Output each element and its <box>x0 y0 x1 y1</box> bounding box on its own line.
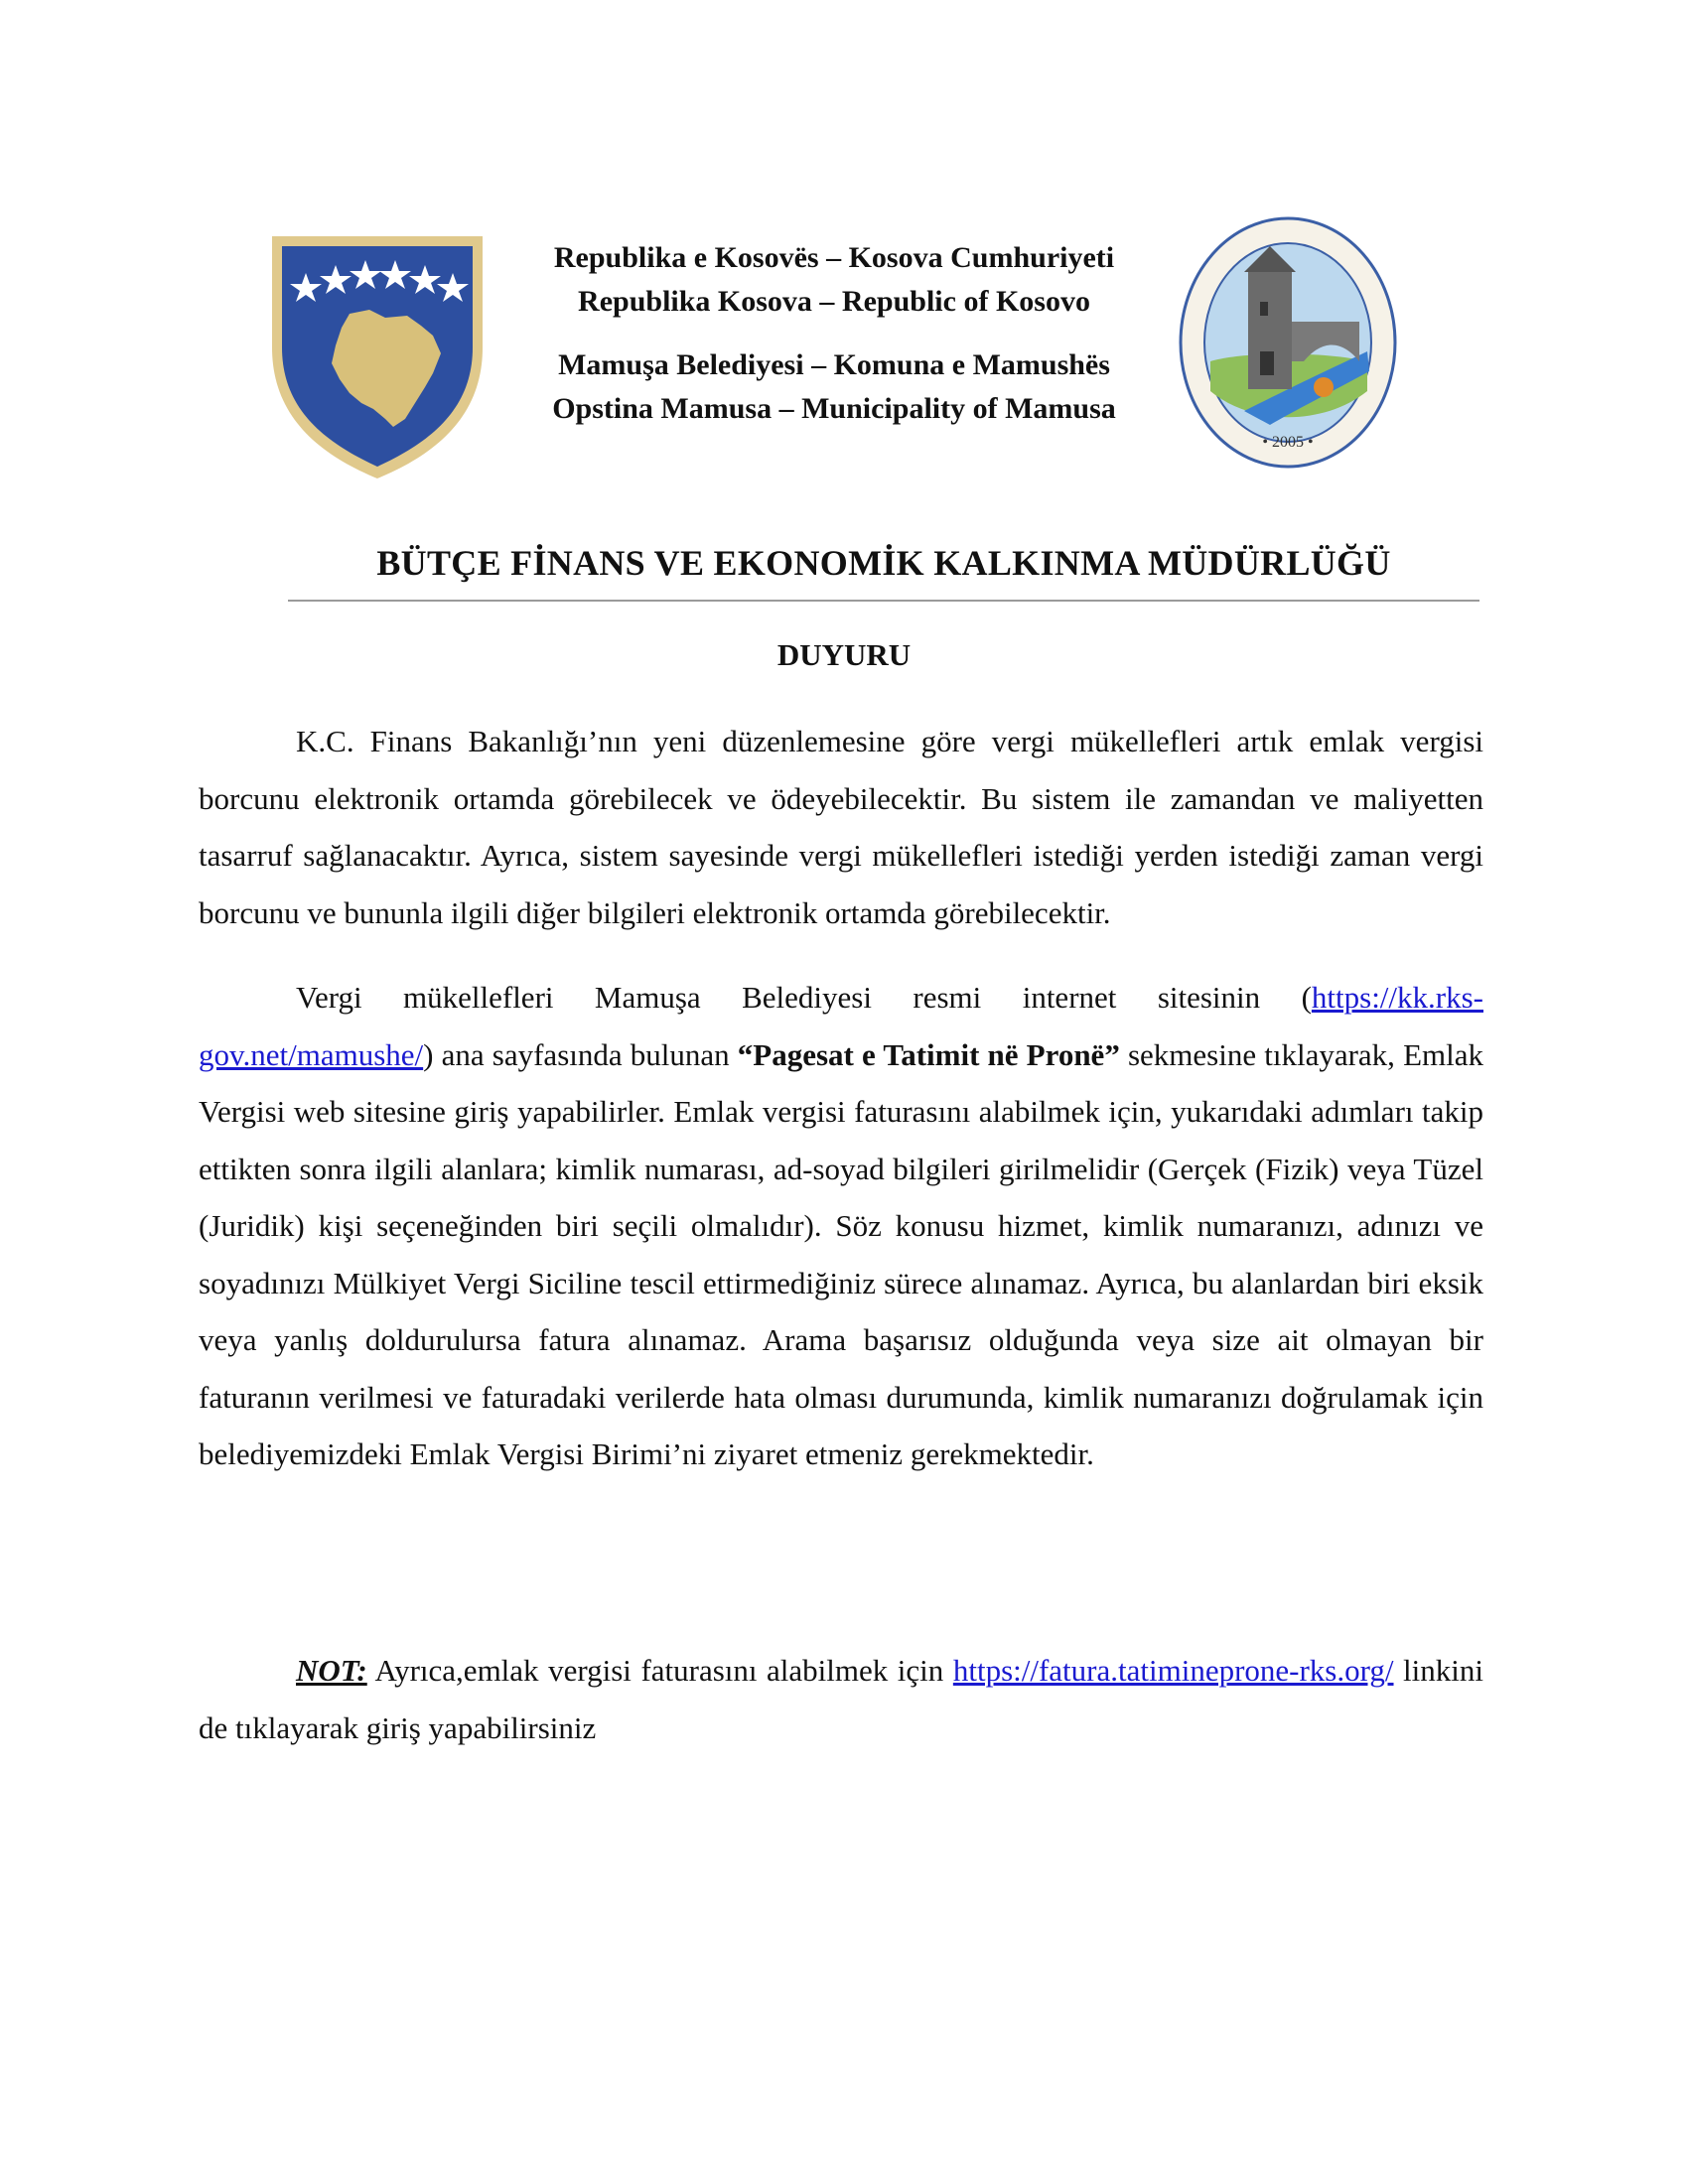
paragraph-2-part-2: ) ana sayfasında bulunan <box>423 1036 738 1072</box>
paragraph-1 <box>199 713 1483 941</box>
municipality-website-link[interactable]: https://kk.rks-gov.net/mamushe/ <box>199 980 1483 1072</box>
mamusha-municipal-seal-icon <box>1175 212 1401 473</box>
kosovo-coat-of-arms-icon <box>266 228 489 482</box>
note-text: Ayrıca,emlak vergisi faturasını alabilmek için <box>366 1653 953 1688</box>
header-text <box>496 236 1172 431</box>
paragraph-2-part-1: Vergi mükellefleri Mamuşa Belediyesi resmi internet sitesinin ( <box>296 980 1312 1015</box>
announcement-title: DUYURU <box>776 637 912 672</box>
header-line-3: Mamuşa Belediyesi – Komuna e Mamushës <box>558 348 1110 381</box>
note-paragraph <box>199 1642 1483 1756</box>
note-after: linkini de tıklayarak giriş yapabilirsiniz <box>199 1653 1484 1745</box>
department-title: BÜTÇE FİNANS VE EKONOMİK KALKINMA MÜDÜRLÜĞÜ <box>376 543 1391 583</box>
header-line-2: Republika Kosova – Republic of Kosovo <box>578 285 1090 318</box>
invoice-website-link[interactable]: https://fatura.tatimineprone-rks.org/ <box>952 1653 1394 1688</box>
header-line-4: Opstina Mamusa – Municipality of Mamusa <box>552 392 1116 425</box>
title-divider <box>288 600 1479 602</box>
header-line-1: Republika e Kosovës – Kosova Cumhuriyeti <box>553 241 1115 274</box>
note-label: NOT: <box>296 1653 367 1688</box>
paragraph-2 <box>199 969 1483 1483</box>
paragraph-1-text: K.C. Finans Bakanlığı’nın yeni düzenlemesine göre vergi mükellefleri artık emlak vergisi borcunu elektronik ortamda görebilecek ve ödeyebilecektir. Bu sistem ile zamandan ve maliyetten tasarruf sağlanacaktır. Ayrıca, sistem sayesinde vergi mükellefleri istediği yerden istediği zaman vergi borcunu ve bununla ilgili diğer bilgileri elektronik ortamda görebilecektir. <box>199 724 1483 930</box>
tax-tab-name: “Pagesat e Tatimit në Pronë” <box>737 1036 1120 1072</box>
paragraph-2-part-3: sekmesine tıklayarak, Emlak Vergisi web sitesine giriş yapabilirler. Emlak vergisi faturasını alabilmek için, yukarıdaki adımları takip ettikten sonra ilgili alanlara; kimlik numarası, ad-soyad bilgileri girilmelidir (Gerçek (Fizik) veya Tüzel (Juridik) kişi seçeneğinden biri seçili olmalıdır). Söz konusu hizmet, kimlik numaranızı, adınızı ve soyadınızı Mülkiyet Vergi Siciline tescil ettirmediğiniz sürece alınamaz. Ayrıca, bu alanlardan biri eksik veya yanlış doldurulursa fatura alınamaz. Arama başarısız olduğunda veya size ait olmayan bir faturanın verilmesi ve faturadaki verilerde hata olması durumunda, kimlik numaranızı doğrulamak için belediyemizdeki Emlak Vergisi Birimi’ni ziyaret etmeniz gerekmektedir. <box>199 1036 1484 1471</box>
seal-year: • 2005 • <box>1262 434 1314 451</box>
